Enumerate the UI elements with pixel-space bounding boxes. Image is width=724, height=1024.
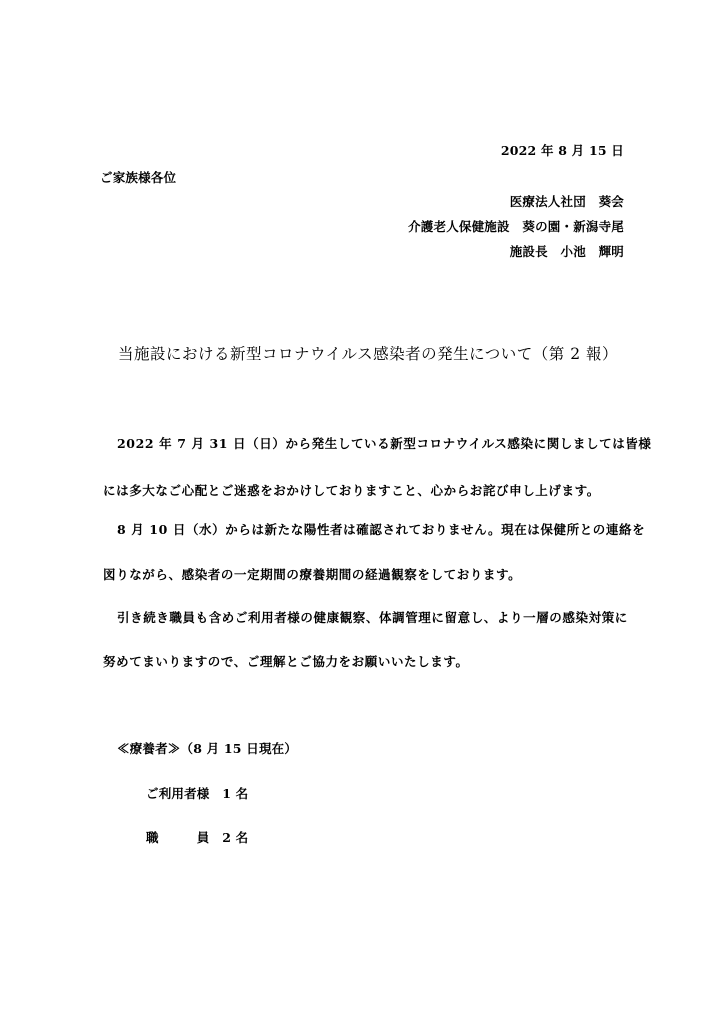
body-line-5: 引き続き職員も含めご利用者様の健康観察、体調管理に留意し、より一層の感染対策に (117, 610, 628, 625)
body-line-2: には多大なご心配とご迷惑をおかけしておりますこと、心からお詫び申し上げます。 (103, 483, 600, 498)
patients-residents: ご利用者様 1 名 (146, 786, 249, 801)
organization-name: 医療法人社団 葵会 (509, 194, 624, 209)
facility-name: 介護老人保健施設 葵の園・新潟寺尾 (408, 219, 624, 234)
patients-staff: 職 員 2 名 (146, 830, 249, 845)
recipient: ご家族様各位 (100, 170, 177, 185)
body-line-4: 図りながら、感染者の一定期間の療養期間の経過観察をしております。 (103, 567, 522, 582)
body-line-6: 努めてまいりますので、ご理解とご協力をお願いいたします。 (103, 654, 469, 669)
director-name: 施設長 小池 輝明 (509, 244, 624, 259)
body-line-1: 2022 年 7 月 31 日（日）から発生している新型コロナウイルス感染に関しましては皆様 (117, 436, 652, 451)
body-line-3: 8 月 10 日（水）からは新たな陽性者は確認されておりません。現在は保健所との連絡を (117, 522, 646, 537)
patients-heading: ≪療養者≫（8 月 15 日現在） (117, 741, 298, 756)
document-date: 2022 年 8 月 15 日 (500, 143, 624, 158)
page-title: 当施設における新型コロナウイルス感染者の発生について（第 2 報） (118, 345, 618, 363)
